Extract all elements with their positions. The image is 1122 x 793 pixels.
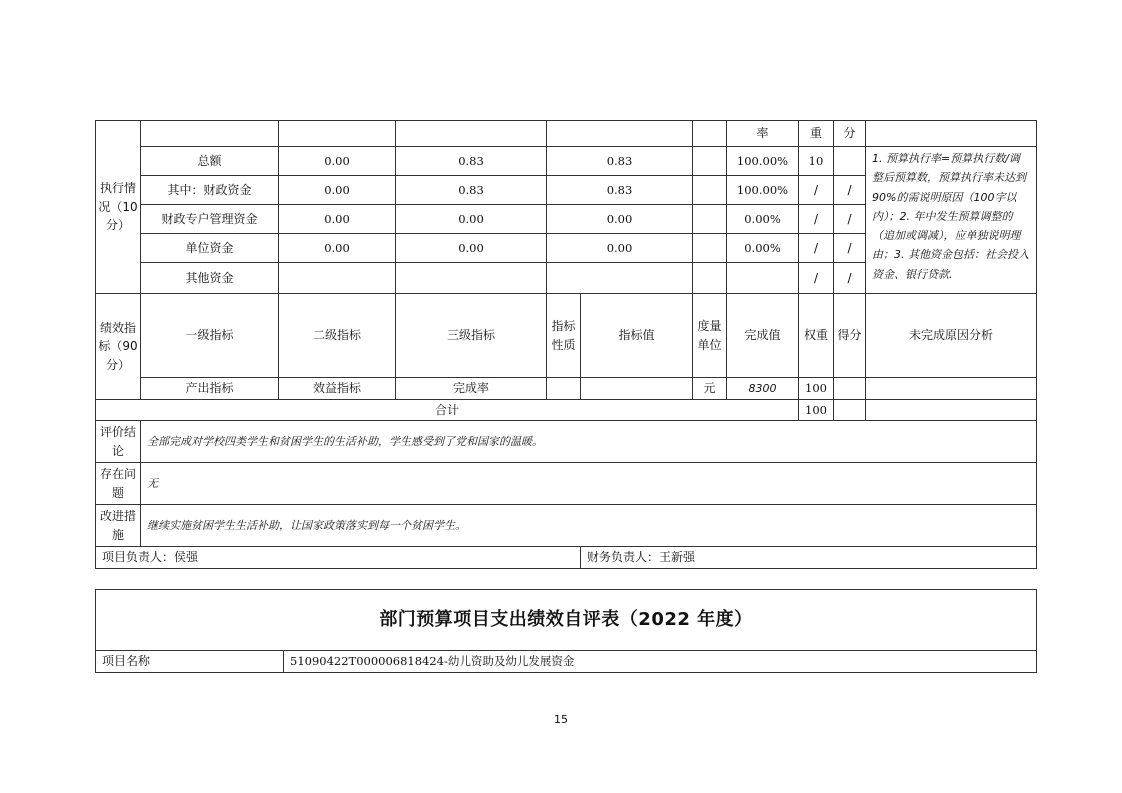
total-label: 合计 [96, 400, 799, 421]
finance-lead: 财务负责人：王新强 [581, 547, 1037, 569]
project-name-label: 项目名称 [96, 651, 284, 673]
improvements-row [96, 505, 1037, 547]
signature-row [96, 547, 1037, 569]
form-title: 部门预算项目支出绩效自评表（2022 年度） [96, 590, 1037, 651]
problems-row [96, 463, 1037, 505]
execution-row: 财政专户管理资金 0.00 0.00 0.00 0.00% / / [96, 205, 1037, 234]
next-form-table [95, 589, 1037, 673]
execution-row: 其中：财政资金 0.00 0.83 0.83 100.00% / / [96, 176, 1037, 205]
header-rate: 率 [727, 121, 799, 147]
indicator-section-label: 绩效指标（90分） [96, 294, 141, 400]
improvements-text: 继续实施贫困学生生活补助，让国家政策落实到每一个贫困学生。 [141, 505, 1037, 547]
execution-row: 其他资金 / / [96, 263, 1037, 294]
indicator-row: 产出指标 效益指标 完成率 元 8300 100 [96, 378, 1037, 400]
total-row [96, 400, 1037, 421]
performance-table [95, 120, 1037, 569]
project-name-value: 51090422T000006818424-幼儿资助及幼儿发展资金 [284, 651, 1037, 673]
execution-row: 总额 0.00 0.83 0.83 100.00% 10 1. 预算执行率=预算执行数/调整后预算数，预算执行率未达到90%的需说明原因（100字以内）；2. 年中发生预算调整的（追加或调减），应单独说明理由；3. 其他资金包括：社会投入资金、银行贷款. [96, 147, 1037, 176]
indicator-header-row: 绩效指标（90分） 一级指标 二级指标 三级指标 指标性质 指标值 度量单位 完成值 权重 得分 未完成原因分析 [96, 294, 1037, 378]
header-weight: 重 [799, 121, 834, 147]
total-weight: 100 [799, 400, 834, 421]
improvements-label: 改进措施 [96, 505, 141, 547]
header-score: 分 [834, 121, 866, 147]
conclusion-text: 全部完成对学校四类学生和贫困学生的生活补助，学生感受到了党和国家的温暖。 [141, 421, 1037, 463]
execution-section-label: 执行情况（10分） [96, 121, 141, 294]
execution-row: 单位资金 0.00 0.00 0.00 0.00% / / [96, 234, 1037, 263]
execution-header-row [96, 121, 1037, 147]
execution-note: 1. 预算执行率=预算执行数/调整后预算数，预算执行率未达到90%的需说明原因（100字以内）；2. 年中发生预算调整的（追加或调减），应单独说明理由；3. 其他资金包括：社会投入资金、银行贷款. [866, 147, 1037, 294]
conclusion-label: 评价结论 [96, 421, 141, 463]
conclusion-row [96, 421, 1037, 463]
page-number: 15 [554, 713, 568, 726]
problems-text: 无 [141, 463, 1037, 505]
problems-label: 存在问题 [96, 463, 141, 505]
project-lead: 项目负责人：侯强 [96, 547, 581, 569]
